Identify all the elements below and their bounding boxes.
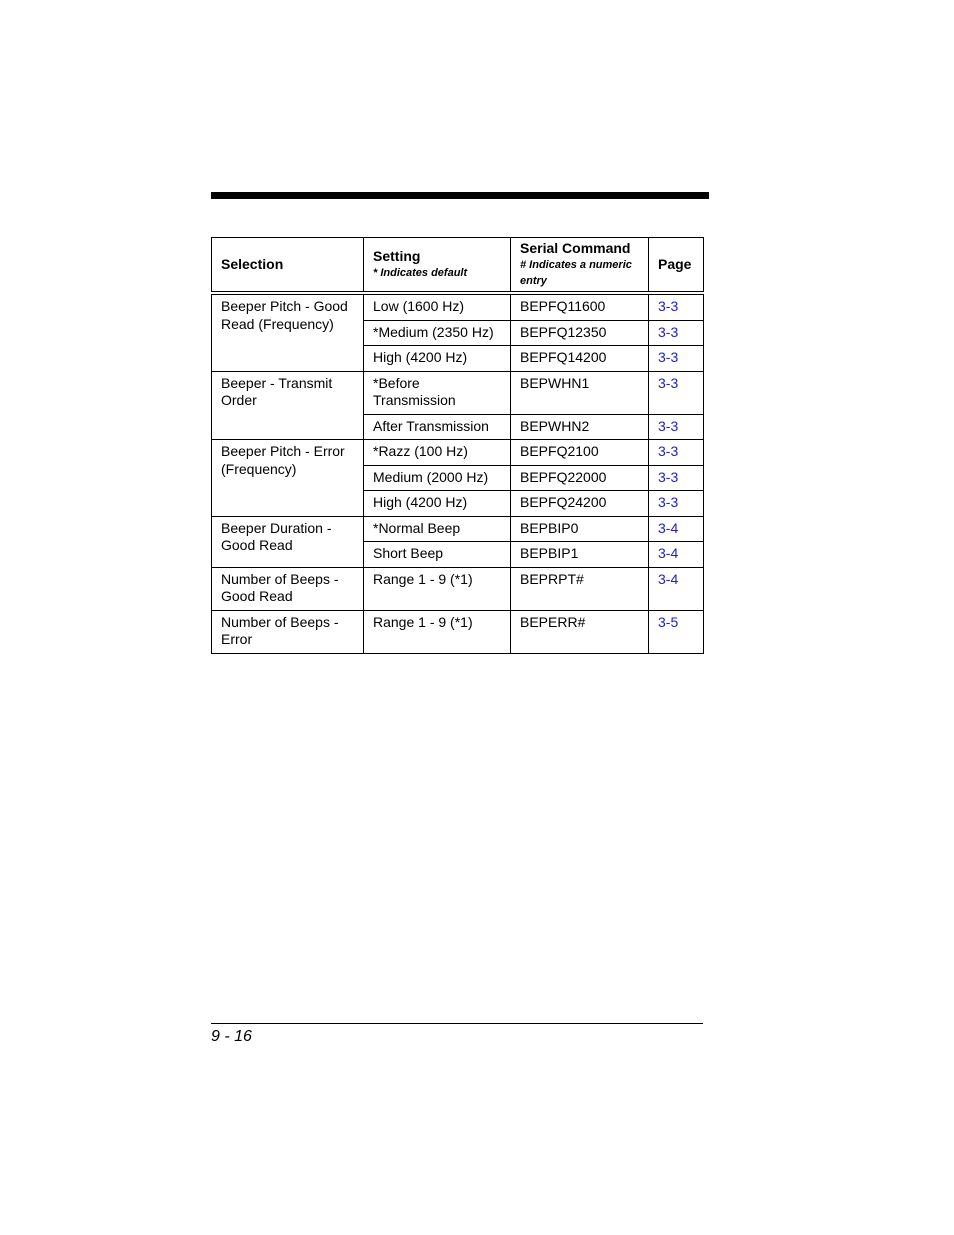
page-cell [649,542,704,568]
command-cell: BEPBIP0 [511,516,649,542]
command-cell: BEPRPT# [511,567,649,610]
header-setting-note: * Indicates default [373,267,468,279]
setting-cell: High (4200 Hz) [364,491,511,517]
command-table [211,237,704,654]
header-rule [211,192,709,199]
header-page: Page [649,238,704,294]
header-serial-note: # Indicates a numeric entry [520,259,632,287]
page-cell [649,320,704,346]
page-link[interactable]: 3-3 [658,374,679,391]
page-cell [649,440,704,466]
page-number: 9 - 16 [211,1028,252,1045]
page-cell [649,371,704,414]
command-cell: BEPFQ24200 [511,491,649,517]
setting-cell: *Razz (100 Hz) [364,440,511,466]
page-cell [649,346,704,372]
page-cell [649,293,704,320]
setting-cell: *Before Transmission [364,371,511,414]
command-cell: BEPFQ14200 [511,346,649,372]
selection-cell: Beeper Pitch - Error (Frequency) [212,440,364,517]
setting-cell: After Transmission [364,414,511,440]
command-cell: BEPBIP1 [511,542,649,568]
table-row [212,440,704,466]
page-link[interactable]: 3-4 [658,570,679,587]
footer-rule [211,1023,703,1024]
setting-cell: Range 1 - 9 (*1) [364,567,511,610]
page-link[interactable]: 3-3 [658,443,679,459]
page-cell [649,516,704,542]
table-row [212,567,704,610]
command-cell: BEPERR# [511,610,649,653]
selection-cell: Beeper Pitch - Good Read (Frequency) [212,293,364,371]
command-cell: BEPFQ22000 [511,465,649,491]
page-cell [649,610,704,653]
selection-cell: Number of Beeps - Error [212,610,364,653]
page-cell [649,491,704,517]
page-link[interactable]: 3-3 [658,298,679,314]
page-link[interactable]: 3-4 [658,545,679,561]
table-header-row [212,238,704,294]
command-cell: BEPWHN2 [511,414,649,440]
header-selection: Selection [212,238,364,294]
setting-cell: *Medium (2350 Hz) [364,320,511,346]
command-cell: BEPFQ2100 [511,440,649,466]
page-link[interactable]: 3-4 [658,519,679,536]
table-row [212,371,704,414]
page-link[interactable]: 3-3 [658,494,679,510]
table-row [212,293,704,320]
page-cell [649,465,704,491]
page-link[interactable]: 3-5 [658,613,679,630]
selection-cell: Beeper Duration - Good Read [212,516,364,567]
page-link[interactable]: 3-3 [658,468,679,485]
page-link[interactable]: 3-3 [658,417,679,434]
page-link[interactable]: 3-3 [658,349,679,365]
page-cell [649,567,704,610]
command-cell: BEPWHN1 [511,371,649,414]
command-cell: BEPFQ12350 [511,320,649,346]
selection-cell: Beeper - Transmit Order [212,371,364,440]
selection-cell: Number of Beeps - Good Read [212,567,364,610]
command-cell: BEPFQ11600 [511,293,649,320]
header-serial-command: Serial Command # Indicates a numeric entry [511,238,649,294]
header-setting: Setting * Indicates default [364,238,511,294]
table-row [212,610,704,653]
setting-cell: Medium (2000 Hz) [364,465,511,491]
page-cell [649,414,704,440]
setting-cell: Short Beep [364,542,511,568]
setting-cell: Low (1600 Hz) [364,293,511,320]
page-link[interactable]: 3-3 [658,323,679,340]
setting-cell: *Normal Beep [364,516,511,542]
table-row [212,516,704,542]
setting-cell: Range 1 - 9 (*1) [364,610,511,653]
setting-cell: High (4200 Hz) [364,346,511,372]
